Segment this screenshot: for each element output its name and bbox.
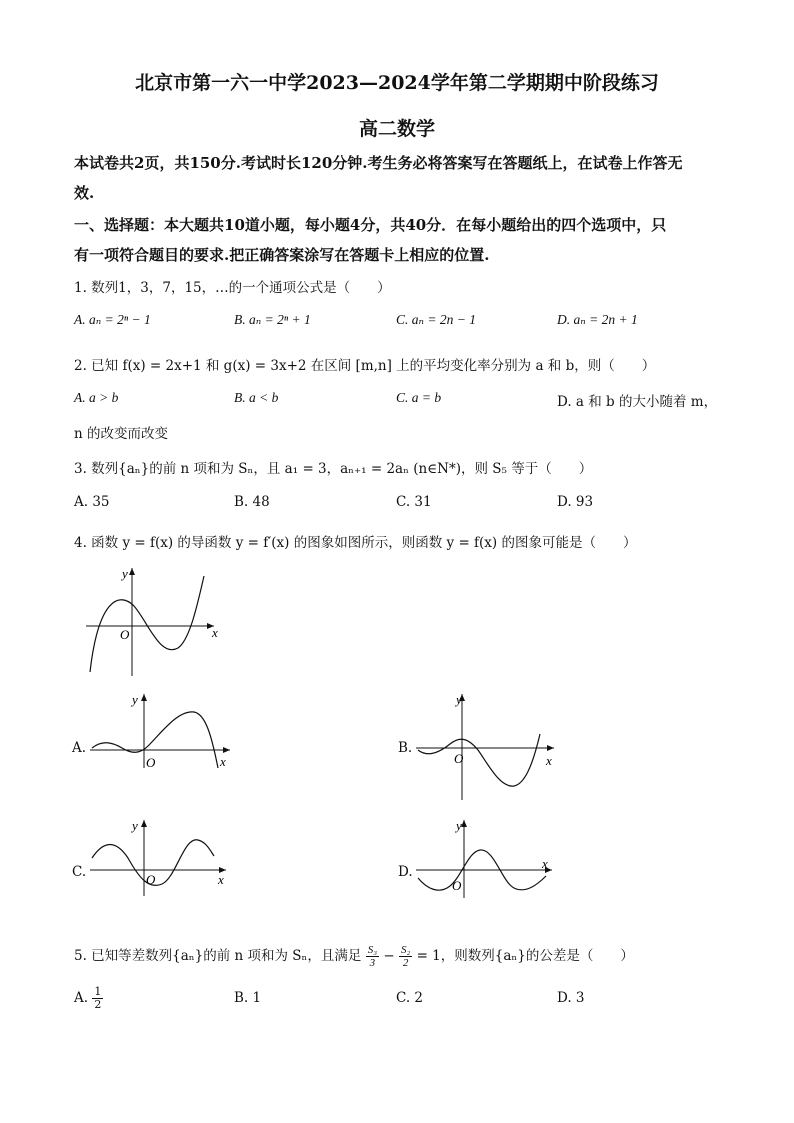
question-3-option-b: B. 48 (234, 494, 270, 510)
section-heading-line-1: 一、选择题：本大题共10道小题，每小题4分，共40分．在每小题给出的四个选项中，只 (74, 216, 667, 234)
minus-sign: − (383, 948, 395, 964)
question-2-option-b: B. a < b (234, 390, 279, 405)
x-axis-label: x (542, 856, 548, 871)
instructions-line-2: 效. (74, 184, 95, 202)
question-4-option-c-label: C. (72, 864, 87, 880)
option-c-graph (88, 814, 236, 898)
question-5-option-a (74, 984, 103, 1012)
x-axis-label: x (212, 625, 218, 640)
origin-label: O (146, 872, 156, 887)
question-3-option-c: C. 31 (396, 494, 432, 510)
question-4-option-b-label: B. (398, 740, 413, 756)
question-2-option-a: A. a > b (74, 390, 119, 405)
question-5-option-c: C. 2 (396, 990, 424, 1006)
question-3-option-d: D. 93 (557, 494, 594, 510)
question-2-option-d: D. a 和 b 的大小随着 m， (557, 394, 718, 410)
question-2-stem: 2. 已知 f(x) = 2x+1 和 g(x) = 3x+2 在区间 [m,n] 上的平均变化率分别为 a 和 b，则（ ） (74, 358, 656, 374)
y-axis-label: y (456, 818, 462, 833)
question-5-stem (74, 942, 634, 970)
question-2-option-c: C. a = b (396, 390, 442, 405)
origin-label: O (146, 755, 156, 770)
question-4-stem: 4. 函数 y = f(x) 的导函数 y = f′(x) 的图象如图所示，则函数 y = f(x) 的图象可能是（ ） (74, 535, 637, 551)
section-heading-line-2: 有一项符合题目的要求.把正确答案涂写在答题卡上相应的位置. (74, 246, 490, 264)
fraction-one-half (92, 986, 103, 1011)
y-axis-label: y (456, 692, 462, 707)
question-5-option-d: D. 3 (557, 990, 585, 1006)
y-axis-label: y (132, 818, 138, 833)
origin-label: O (454, 751, 464, 766)
question-1-option-b: B. aₙ = 2ⁿ + 1 (234, 312, 311, 327)
fraction-denominator: 3 (369, 957, 376, 969)
x-axis-label: x (546, 753, 552, 768)
fraction-numerator: 1 (94, 985, 102, 998)
option-a-graph (88, 688, 236, 772)
question-1-option-d: D. aₙ = 2n + 1 (557, 312, 638, 327)
fraction-s3-over-3 (366, 944, 379, 969)
fraction-s2-over-2 (399, 944, 412, 969)
question-1-stem: 1. 数列1，3，7，15，…的一个通项公式是（ ） (74, 280, 391, 296)
derivative-graph (82, 562, 222, 680)
question-3-option-a: A. 35 (74, 494, 110, 510)
page-subtitle: 高二数学 (358, 118, 435, 140)
fraction-denominator: 2 (94, 998, 102, 1011)
page-title: 北京市第一六一中学2023—2024学年第二学期期中阶段练习 (135, 72, 659, 94)
question-4-option-d-label: D. (398, 864, 413, 880)
question-5-option-b: B. 1 (234, 990, 262, 1006)
option-b-graph (414, 688, 562, 804)
question-4-option-a-label: A. (72, 740, 87, 756)
option-label: A. (74, 990, 89, 1006)
instructions-line-1: 本试卷共2页，共150分.考试时长120分钟.考生务必将答案写在答题纸上，在试卷上作答无 (74, 154, 683, 172)
question-5-stem-end: = 1，则数列{aₙ}的公差是（ ） (416, 948, 634, 964)
option-d-graph (414, 814, 562, 900)
question-2-option-d-continued: n 的改变而改变 (74, 426, 168, 442)
fraction-numerator: S₂ (400, 944, 411, 956)
y-axis-label: y (122, 566, 128, 581)
question-1-option-a: A. aₙ = 2ⁿ − 1 (74, 312, 151, 327)
x-axis-label: x (220, 754, 226, 769)
origin-label: O (120, 627, 130, 642)
fraction-numerator: S₃ (367, 944, 378, 956)
question-3-stem: 3. 数列{aₙ}的前 n 项和为 Sₙ，且 a₁ = 3，aₙ₊₁ = 2aₙ (n∈N*)，则 S₅ 等于（ ） (74, 461, 593, 477)
x-axis-label: x (218, 872, 224, 887)
question-5-stem-start: 5. 已知等差数列{aₙ}的前 n 项和为 Sₙ，且满足 (74, 948, 362, 964)
question-1-option-c: C. aₙ = 2n − 1 (396, 312, 476, 327)
y-axis-label: y (132, 692, 138, 707)
origin-label: O (452, 878, 462, 893)
fraction-denominator: 2 (402, 957, 409, 969)
